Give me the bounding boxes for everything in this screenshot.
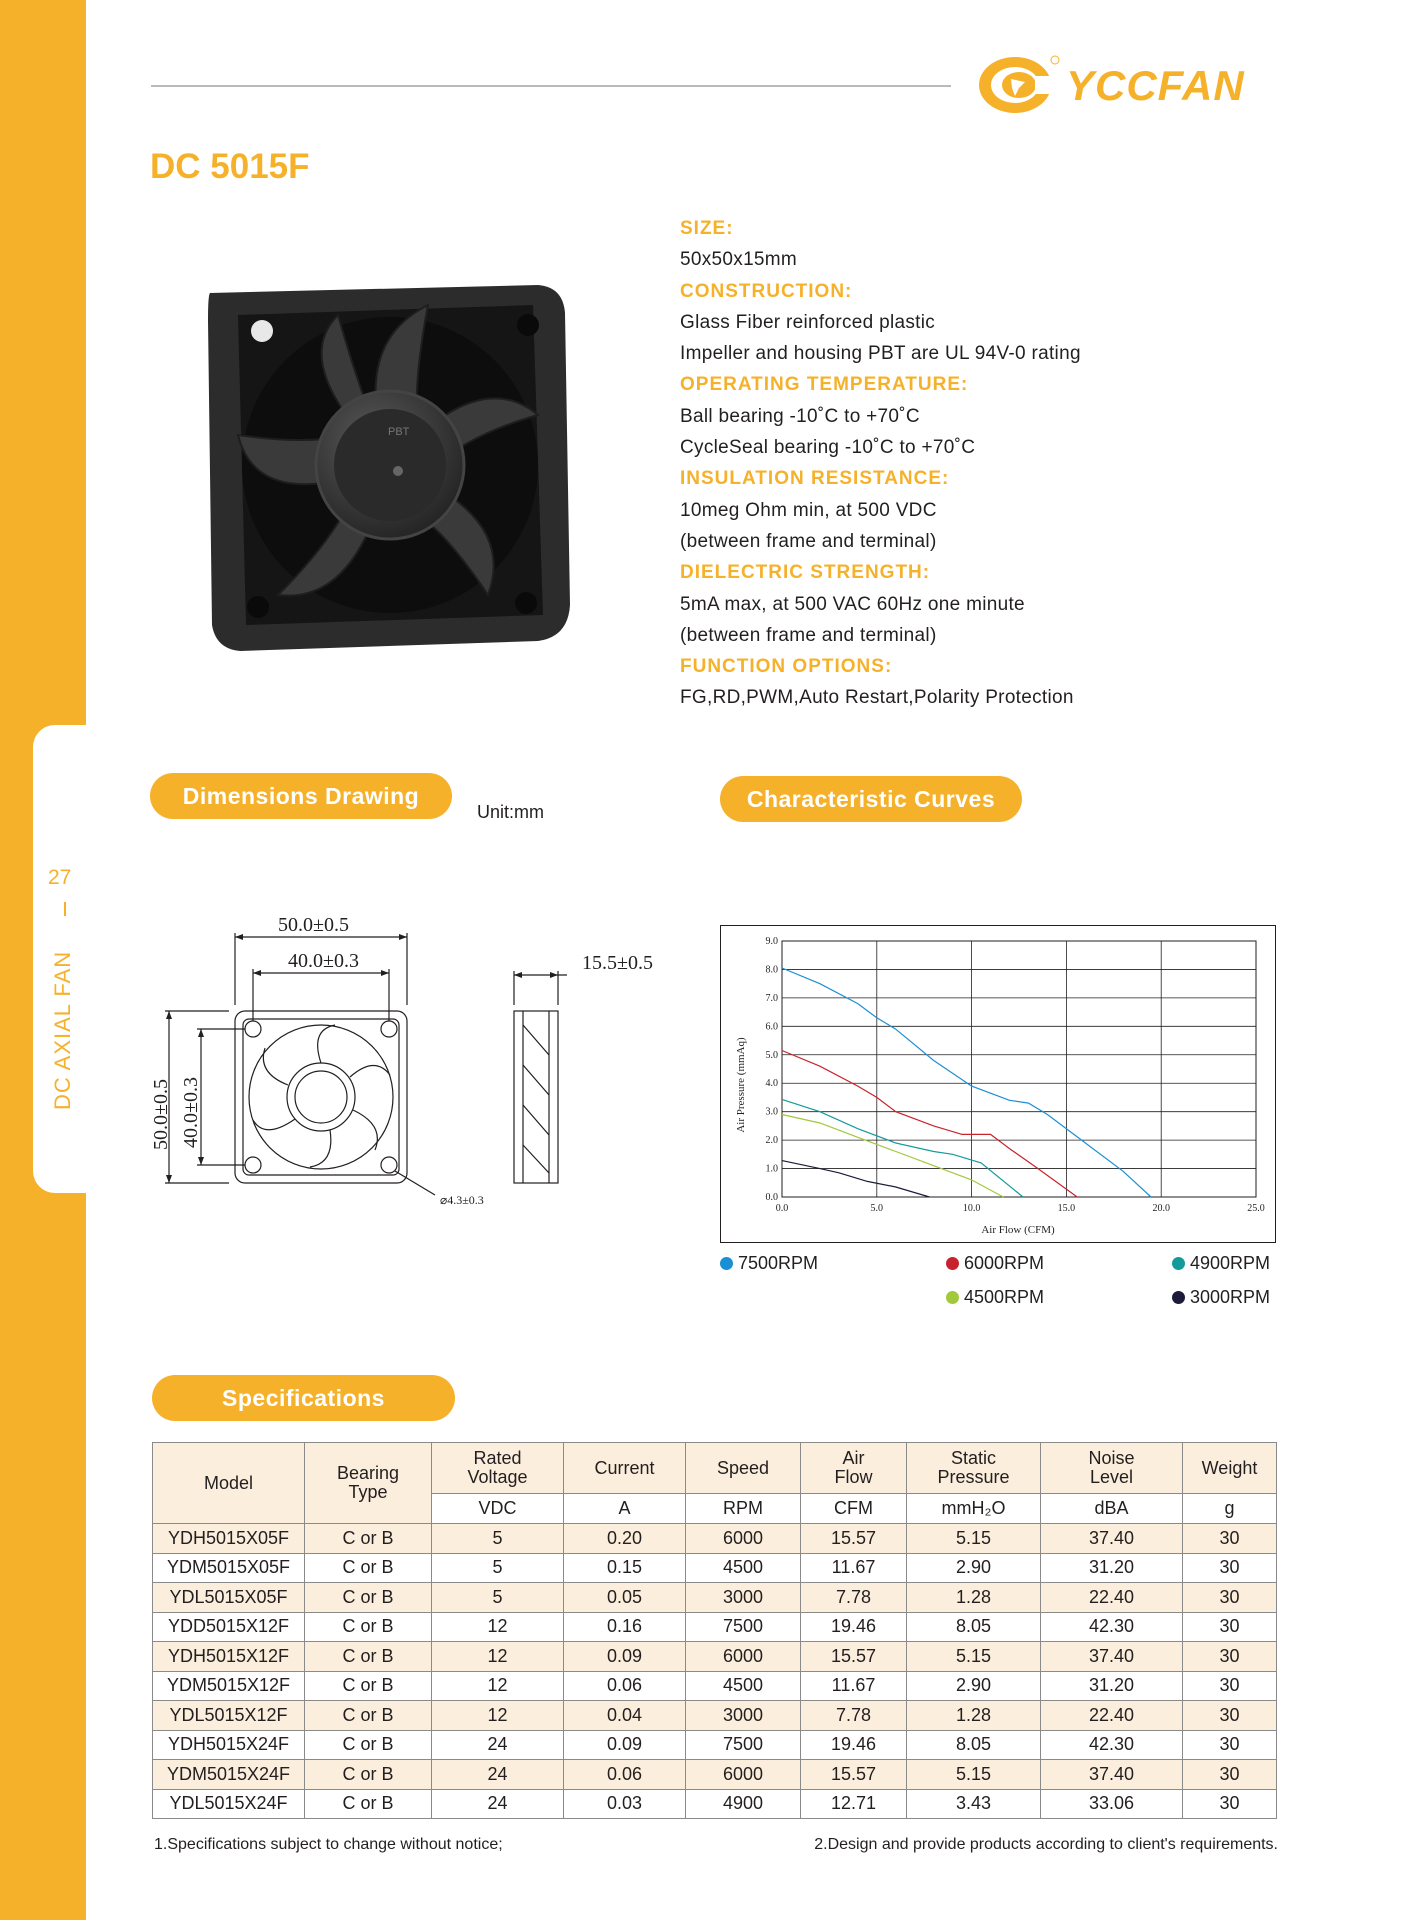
y-tick-label: 4.0 (765, 1078, 778, 1090)
spec-heading-insulation: INSULATION RESISTANCE: (680, 468, 950, 490)
table-cell: 3000 (686, 1583, 801, 1613)
table-cell: 12 (432, 1701, 564, 1731)
table-cell: 0.04 (564, 1701, 686, 1731)
page-title: DC 5015F (150, 147, 310, 186)
table-cell: YDL5015X05F (153, 1583, 305, 1613)
unit-speed: RPM (686, 1494, 801, 1524)
table-row (153, 1789, 1277, 1819)
table-cell: YDM5015X05F (153, 1553, 305, 1583)
x-tick-label: 25.0 (1247, 1203, 1265, 1214)
curves-heading: Characteristic Curves (720, 776, 1022, 822)
spec-heading-dielectric: DIELECTRIC STRENGTH: (680, 562, 931, 584)
table-cell: 12 (432, 1642, 564, 1672)
table-cell: 30 (1183, 1789, 1277, 1819)
table-cell: 6000 (686, 1642, 801, 1672)
characteristic-chart (720, 925, 1276, 1243)
svg-text:PBT: PBT (388, 426, 410, 438)
table-row (153, 1524, 1277, 1554)
table-cell: 0.20 (564, 1524, 686, 1554)
spec-heading-functions: FUNCTION OPTIONS: (680, 656, 893, 678)
table-cell: 7.78 (801, 1583, 907, 1613)
table-cell: 2.90 (907, 1553, 1041, 1583)
legend-dot (946, 1257, 959, 1270)
table-cell: 0.03 (564, 1789, 686, 1819)
brand-name: YCCFAN (1066, 62, 1245, 109)
y-tick-label: 6.0 (765, 1021, 778, 1033)
table-cell: 12 (432, 1612, 564, 1642)
legend-dot (720, 1257, 733, 1270)
table-cell: 0.06 (564, 1760, 686, 1790)
table-cell: 7500 (686, 1730, 801, 1760)
table-cell: 5 (432, 1524, 564, 1554)
legend-item-4900rpm: 4900RPM (1172, 1253, 1270, 1274)
table-cell: 0.06 (564, 1671, 686, 1701)
legend-dot (1172, 1291, 1185, 1304)
spec-value-size: 50x50x15mm (680, 249, 798, 271)
header-rule (151, 85, 951, 87)
unit-airflow: CFM (801, 1494, 907, 1524)
legend-item-6000rpm: 6000RPM (946, 1253, 1044, 1274)
dim-depth: 15.5±0.5 (582, 952, 653, 974)
table-cell: 2.90 (907, 1671, 1041, 1701)
spec-value-temperature: CycleSeal bearing -10˚C to +70˚C (680, 437, 976, 459)
dim-outer-width: 50.0±0.5 (278, 914, 349, 936)
page-number: 27 (48, 866, 72, 889)
table-cell: 0.15 (564, 1553, 686, 1583)
table-cell: 1.28 (907, 1583, 1041, 1613)
table-cell: 30 (1183, 1760, 1277, 1790)
dim-hole-spacing-vertical: 40.0±0.3 (180, 1077, 202, 1148)
spec-value-insulation: (between frame and terminal) (680, 530, 937, 552)
table-cell: C or B (305, 1789, 432, 1819)
table-cell: 5.15 (907, 1760, 1041, 1790)
table-cell: 24 (432, 1730, 564, 1760)
table-cell: 24 (432, 1789, 564, 1819)
spec-value-insulation: 10meg Ohm min, at 500 VDC (680, 499, 937, 521)
table-cell: 0.05 (564, 1583, 686, 1613)
chart-frame (721, 926, 1276, 1243)
header-airflow: Air Flow (801, 1443, 907, 1494)
dimensions-heading: Dimensions Drawing (150, 773, 452, 819)
table-cell: C or B (305, 1730, 432, 1760)
y-tick-label: 1.0 (765, 1163, 778, 1175)
table-cell: YDM5015X12F (153, 1671, 305, 1701)
y-tick-label: 0.0 (765, 1192, 778, 1203)
legend-item-4500rpm: 4500RPM (946, 1287, 1044, 1308)
logo-icon (975, 52, 1065, 118)
table-cell: 3.43 (907, 1789, 1041, 1819)
fan-photo (198, 275, 578, 655)
unit-label: Unit:mm (477, 802, 544, 822)
chart-x-label: Air Flow (CFM) (981, 1224, 1055, 1236)
table-cell: C or B (305, 1553, 432, 1583)
unit-pressure: mmH₂O (907, 1494, 1041, 1524)
table-cell: 24 (432, 1760, 564, 1790)
table-row (153, 1701, 1277, 1731)
y-tick-label: 7.0 (765, 992, 778, 1004)
table-row (153, 1671, 1277, 1701)
table-cell: 37.40 (1041, 1524, 1183, 1554)
spec-value-dielectric: 5mA max, at 500 VAC 60Hz one minute (680, 593, 1025, 615)
table-cell: C or B (305, 1642, 432, 1672)
table-row (153, 1612, 1277, 1642)
header-voltage: Rated Voltage (432, 1443, 564, 1494)
table-cell: YDL5015X24F (153, 1789, 305, 1819)
table-row (153, 1583, 1277, 1613)
y-tick-label: 3.0 (765, 1106, 778, 1118)
table-cell: 30 (1183, 1583, 1277, 1613)
table-cell: 30 (1183, 1642, 1277, 1672)
table-cell: 15.57 (801, 1642, 907, 1672)
header-speed: Speed (686, 1443, 801, 1494)
spec-value-temperature: Ball bearing -10˚C to +70˚C (680, 405, 920, 427)
header-bearing: Bearing Type (305, 1443, 432, 1524)
table-cell: 4900 (686, 1789, 801, 1819)
table-cell: 15.57 (801, 1524, 907, 1554)
table-cell: 8.05 (907, 1730, 1041, 1760)
table-cell: 12.71 (801, 1789, 907, 1819)
spec-value-construction: Impeller and housing PBT are UL 94V-0 rating (680, 343, 1081, 365)
table-cell: 33.06 (1041, 1789, 1183, 1819)
table-row (153, 1553, 1277, 1583)
table-cell: 3000 (686, 1701, 801, 1731)
table-cell: 4500 (686, 1671, 801, 1701)
unit-current: A (564, 1494, 686, 1524)
x-tick-label: 0.0 (775, 1203, 789, 1214)
series-label: DC AXIAL FAN (50, 950, 75, 1110)
table-cell: 11.67 (801, 1553, 907, 1583)
table-cell: 22.40 (1041, 1701, 1183, 1731)
table-cell: 5 (432, 1553, 564, 1583)
legend-item-3000rpm: 3000RPM (1172, 1287, 1270, 1308)
spec-heading-construction: CONSTRUCTION: (680, 280, 853, 302)
header-weight: Weight (1183, 1443, 1277, 1494)
table-row (153, 1730, 1277, 1760)
table-cell: 30 (1183, 1612, 1277, 1642)
spec-table (152, 1442, 1277, 1819)
spec-heading-size: SIZE: (680, 218, 734, 239)
specifications-heading: Specifications (152, 1375, 455, 1421)
legend-item-7500rpm: 7500RPM (720, 1253, 818, 1274)
table-cell: 42.30 (1041, 1730, 1183, 1760)
x-tick-label: 15.0 (1057, 1203, 1076, 1214)
table-cell: 5.15 (907, 1524, 1041, 1554)
table-cell: 37.40 (1041, 1642, 1183, 1672)
table-cell: 31.20 (1041, 1671, 1183, 1701)
table-cell: C or B (305, 1612, 432, 1642)
footnote-right: 2.Design and provide products according to client's requirements. (814, 1836, 1278, 1853)
table-cell: 42.30 (1041, 1612, 1183, 1642)
table-cell: 30 (1183, 1524, 1277, 1554)
table-cell: 7.78 (801, 1701, 907, 1731)
spec-list (680, 213, 1200, 714)
dim-hole-diameter: ⌀4.3±0.3 (440, 1193, 484, 1207)
table-cell: 11.67 (801, 1671, 907, 1701)
legend-dot (946, 1291, 959, 1304)
table-cell: 22.40 (1041, 1583, 1183, 1613)
table-cell: 30 (1183, 1701, 1277, 1731)
table-cell: YDH5015X05F (153, 1524, 305, 1554)
table-row (153, 1642, 1277, 1672)
table-cell: 12 (432, 1671, 564, 1701)
table-cell: 30 (1183, 1553, 1277, 1583)
table-row (153, 1760, 1277, 1790)
footnote-left: 1.Specifications subject to change without notice; (154, 1836, 503, 1853)
table-cell: C or B (305, 1671, 432, 1701)
table-cell: YDL5015X12F (153, 1701, 305, 1731)
header-noise: Noise Level (1041, 1443, 1183, 1494)
spec-value-functions: FG,RD,PWM,Auto Restart,Polarity Protection (680, 687, 1074, 709)
spec-value-dielectric: (between frame and terminal) (680, 624, 937, 646)
table-cell: 6000 (686, 1760, 801, 1790)
header-current: Current (564, 1443, 686, 1494)
y-tick-label: 9.0 (765, 936, 778, 947)
y-tick-label: 5.0 (765, 1049, 778, 1061)
legend-dot (1172, 1257, 1185, 1270)
unit-weight: g (1183, 1494, 1277, 1524)
dim-hole-spacing: 40.0±0.3 (288, 950, 359, 972)
table-cell: 5.15 (907, 1642, 1041, 1672)
header-model: Model (153, 1443, 305, 1524)
table-cell: 30 (1183, 1671, 1277, 1701)
table-cell: 0.16 (564, 1612, 686, 1642)
y-tick-label: 2.0 (765, 1135, 778, 1147)
table-cell: YDD5015X12F (153, 1612, 305, 1642)
side-divider (64, 902, 66, 916)
table-cell: 19.46 (801, 1730, 907, 1760)
unit-noise: dBA (1041, 1494, 1183, 1524)
table-cell: 5 (432, 1583, 564, 1613)
dim-outer-height: 50.0±0.5 (150, 1079, 172, 1150)
spec-heading-temperature: OPERATING TEMPERATURE: (680, 374, 969, 396)
unit-voltage: VDC (432, 1494, 564, 1524)
table-cell: 30 (1183, 1730, 1277, 1760)
table-cell: 0.09 (564, 1730, 686, 1760)
table-cell: YDH5015X12F (153, 1642, 305, 1672)
table-cell: C or B (305, 1760, 432, 1790)
table-cell: 19.46 (801, 1612, 907, 1642)
table-cell: YDH5015X24F (153, 1730, 305, 1760)
y-tick-label: 8.0 (765, 964, 778, 976)
table-cell: 7500 (686, 1612, 801, 1642)
table-cell: 15.57 (801, 1760, 907, 1790)
table-cell: 0.09 (564, 1642, 686, 1672)
table-cell: YDM5015X24F (153, 1760, 305, 1790)
table-cell: 37.40 (1041, 1760, 1183, 1790)
table-cell: 31.20 (1041, 1553, 1183, 1583)
table-cell: 6000 (686, 1524, 801, 1554)
x-tick-label: 10.0 (962, 1203, 981, 1214)
x-tick-label: 20.0 (1152, 1203, 1170, 1214)
table-cell: 4500 (686, 1553, 801, 1583)
header-pressure: Static Pressure (907, 1443, 1041, 1494)
table-cell: 1.28 (907, 1701, 1041, 1731)
spec-value-construction: Glass Fiber reinforced plastic (680, 311, 936, 333)
chart-y-label: Air Pressure (mmAq) (735, 1037, 747, 1133)
table-cell: 8.05 (907, 1612, 1041, 1642)
table-cell: C or B (305, 1583, 432, 1613)
x-tick-label: 5.0 (870, 1203, 884, 1214)
table-cell: C or B (305, 1701, 432, 1731)
table-cell: C or B (305, 1524, 432, 1554)
